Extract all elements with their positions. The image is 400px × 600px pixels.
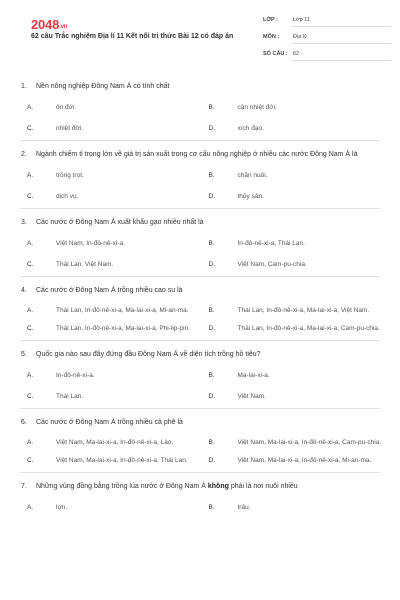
question-number: 4. (21, 287, 27, 294)
question-divider (20, 340, 380, 341)
option-letter: B. (208, 104, 215, 111)
option-letter: A. (27, 504, 34, 511)
option-text: Thái Lan, In-đô-nê-xi-a, Ma-lai-xi-a, Phi-lip-pin. (56, 325, 191, 332)
option-letter: D. (208, 125, 215, 132)
option-letter: B. (208, 504, 215, 511)
option-letter: C. (27, 393, 34, 400)
option-text: chăn nuôi. (237, 172, 268, 179)
answer-options (10, 239, 390, 270)
option-d[interactable] (209, 456, 391, 466)
question-text (10, 481, 390, 493)
meta-label: SỐ CÂU : (263, 51, 288, 57)
option-letter: C. (27, 325, 34, 332)
question-text (10, 217, 390, 229)
option-letter: C. (27, 125, 34, 132)
meta-label: LỚP : (263, 17, 278, 23)
question-list (10, 72, 390, 519)
question-1 (10, 81, 390, 141)
option-text: lợn. (56, 504, 68, 511)
option-b[interactable] (209, 171, 391, 181)
answer-options (10, 306, 390, 334)
question-prompt: Các nước ở Đông Nam Á trồng nhiều cà phê là (36, 419, 183, 426)
option-d[interactable] (209, 324, 391, 334)
option-c[interactable] (27, 324, 209, 334)
option-d[interactable] (209, 392, 391, 402)
option-text: cận nhiệt đới. (237, 104, 277, 111)
option-a[interactable] (27, 503, 209, 513)
option-text: Việt Nam, Ma-lai-xi-a, In-đô-nê-xi-a, Lào. (56, 439, 174, 446)
option-text: Thái Lan, In-đô-nê-xi-a, Ma-lai-xi-a, Mi-an-ma. (56, 307, 189, 314)
question-text (10, 285, 390, 297)
answer-options (10, 103, 390, 134)
option-letter: C. (27, 457, 34, 464)
option-b[interactable] (209, 371, 391, 381)
question-divider (20, 208, 380, 209)
option-letter: A. (27, 240, 34, 247)
question-text (10, 149, 390, 161)
answer-options (10, 438, 390, 466)
meta-value: Lớp 11 (293, 17, 310, 23)
option-text: xích đạo. (237, 125, 264, 132)
option-letter: B. (208, 372, 215, 379)
option-text: In-đô-nê-xi-a. (56, 372, 95, 379)
option-b[interactable] (209, 438, 391, 448)
meta-row-subject (263, 33, 391, 50)
site-logo[interactable] (31, 17, 67, 32)
question-keyword: không (207, 483, 229, 490)
page-header (10, 0, 390, 72)
question-3 (10, 217, 390, 277)
option-letter: A. (27, 372, 34, 379)
option-c[interactable] (27, 456, 209, 466)
option-letter: C. (27, 261, 34, 268)
option-b[interactable] (209, 239, 391, 249)
meta-value: Địa lý (293, 34, 307, 40)
option-a[interactable] (27, 103, 209, 113)
option-b[interactable] (209, 503, 391, 513)
question-prompt: Các nước ở Đông Nam Á trồng nhiều cao su là (36, 287, 183, 294)
option-d[interactable] (209, 260, 391, 270)
meta-value: 62 (293, 51, 300, 57)
option-text: Ma-lai-xi-a. (237, 372, 270, 379)
logo-main: 2048 (31, 17, 60, 32)
question-4 (10, 285, 390, 341)
option-text: Việt Nam, Ma-lai-xi-a, In-đô-nê-xi-a, Cam-pu-chia. (237, 439, 382, 446)
question-6 (10, 417, 390, 473)
question-2 (10, 149, 390, 209)
option-letter: B. (208, 307, 215, 314)
option-text: dịch vụ. (56, 193, 79, 200)
option-c[interactable] (27, 260, 209, 270)
question-prompt-start: Những vùng đồng bằng trồng lúa nước ở Đông Nam Á (36, 483, 208, 490)
option-d[interactable] (209, 124, 391, 134)
option-letter: D. (208, 193, 215, 200)
answer-options (10, 171, 390, 202)
question-divider (20, 276, 380, 277)
question-5 (10, 349, 390, 409)
question-text (10, 349, 390, 361)
option-c[interactable] (27, 192, 209, 202)
option-letter: A. (27, 439, 34, 446)
question-prompt: Quốc gia nào sau đây đứng đầu Đông Nam Á về diện tích trồng hồ tiêu? (36, 351, 261, 358)
question-number: 6. (21, 419, 27, 426)
option-letter: A. (27, 172, 34, 179)
option-letter: D. (208, 457, 215, 464)
question-7 (10, 481, 390, 513)
meta-row-count (263, 50, 391, 67)
answer-options (10, 503, 390, 513)
question-number: 5. (21, 351, 27, 358)
option-letter: A. (27, 307, 34, 314)
question-number: 2. (21, 151, 27, 158)
option-letter: B. (208, 439, 215, 446)
option-a[interactable] (27, 239, 209, 249)
logo-suffix: .vn (59, 24, 68, 30)
question-text (10, 81, 390, 93)
option-c[interactable] (27, 392, 209, 402)
option-letter: D. (208, 325, 215, 332)
option-letter: C. (27, 193, 34, 200)
option-letter: D. (208, 261, 215, 268)
option-text: Thái Lan, In-đô-nê-xi-a, Ma-lai-xi-a, Việt Nam. (237, 307, 370, 314)
question-number: 7. (21, 483, 27, 490)
question-text (10, 417, 390, 429)
option-a[interactable] (27, 306, 209, 316)
option-text: nhiệt đới. (56, 125, 84, 132)
option-letter: B. (208, 172, 215, 179)
option-text: Việt Nam. (237, 393, 266, 400)
question-divider (20, 408, 380, 409)
option-letter: D. (208, 393, 215, 400)
document-title: 62 câu Trắc nghiệm Địa lí 11 Kết nối tri thức Bài 12 có đáp án (31, 33, 234, 40)
option-a[interactable] (27, 171, 209, 181)
question-divider (20, 472, 380, 473)
option-letter: A. (27, 104, 34, 111)
meta-panel (263, 16, 391, 67)
option-text: Việt Nam, Ma-lai-xi-a, In-đô-nê-xi-a, Mi-an-ma. (237, 457, 372, 464)
option-text: Việt Nam, Ma-lai-xi-a, In-đô-nê-xi-a, Thái Lan. (56, 457, 188, 464)
meta-row-class (263, 16, 391, 33)
option-c[interactable] (27, 124, 209, 134)
option-b[interactable] (209, 103, 391, 113)
option-b[interactable] (209, 306, 391, 316)
option-text: Việt Nam, In-đô-nê-xi-a. (56, 240, 125, 247)
option-text: Việt Nam, Cam-pu-chia. (237, 261, 307, 268)
option-text: ôn đới. (56, 104, 77, 111)
option-text: Thái Lan. (56, 393, 84, 400)
question-number: 1. (21, 83, 27, 90)
question-prompt-end: phải là nơi nuôi nhiều (228, 483, 298, 490)
option-text: Thái Lan, In-đô-nê-xi-a, Ma-lai-xi-a, Cam-pu-chia. (237, 325, 380, 332)
question-prompt: Nền nông nghiệp Đông Nam Á có tính chất (36, 83, 170, 90)
meta-underline (291, 26, 391, 27)
meta-underline (291, 43, 391, 44)
question-prompt: Ngành chiếm tỉ trọng lớn về giá trị sản xuất trong cơ cấu nông nghiệp ở nhiều các nước Đông Nam Á là (36, 151, 358, 158)
option-text: trâu. (237, 504, 251, 511)
option-text: trồng trọt. (56, 172, 84, 179)
option-a[interactable] (27, 371, 209, 381)
answer-options (10, 371, 390, 402)
option-a[interactable] (27, 438, 209, 448)
option-letter: B. (208, 240, 215, 247)
question-prompt: Các nước ở Đông Nam Á xuất khẩu gạo nhiều nhất là (36, 219, 204, 226)
meta-label: MÔN : (263, 34, 280, 40)
question-number: 3. (21, 219, 27, 226)
meta-underline (291, 60, 391, 61)
option-text: In-đô-nê-xi-a, Thái Lan. (237, 240, 305, 247)
option-text: Thái Lan, Việt Nam. (56, 261, 114, 268)
option-text: thủy sản. (237, 193, 264, 200)
question-divider (20, 140, 380, 141)
option-d[interactable] (209, 192, 391, 202)
